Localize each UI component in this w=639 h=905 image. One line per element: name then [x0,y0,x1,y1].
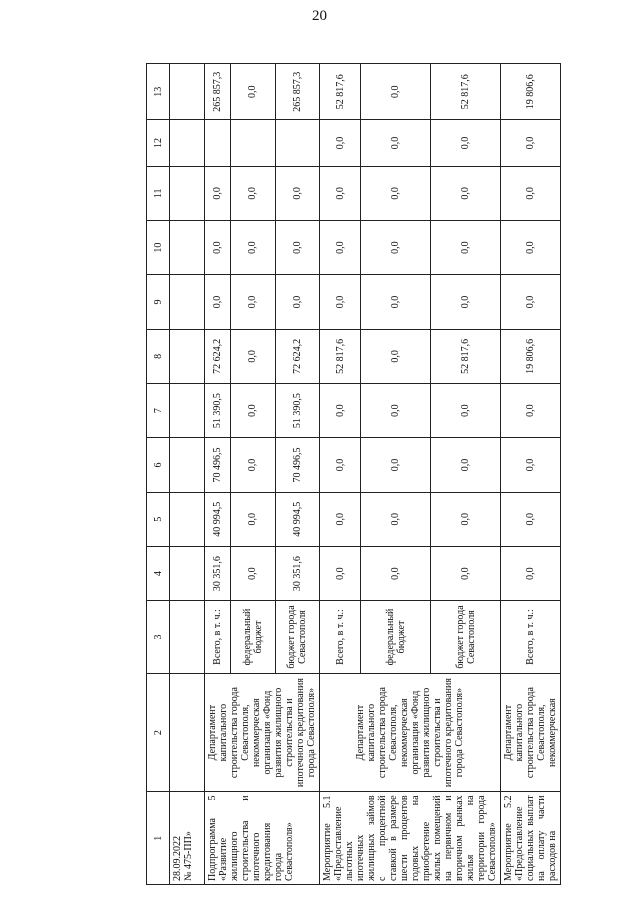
value-cell: 0,0 [501,383,561,437]
value-cell: 72 624,2 [205,329,231,383]
total-cell: 265 857,3 [275,64,319,120]
program-name: Подпрограмма 5 «Развитие жилищного строительства и ипотечного кредитования города Севастополя» [205,792,320,885]
funding-source: бюджет города Севастополя [431,601,501,673]
column-number: 12 [147,120,170,166]
value-cell: 0,0 [501,120,561,166]
value-cell: 0,0 [275,220,319,274]
value-cell: 0,0 [501,492,561,546]
value-cell: 0,0 [320,220,361,274]
value-cell: 0,0 [431,220,501,274]
empty-cell [170,546,205,600]
value-cell: 0,0 [231,383,275,437]
value-cell: 0,0 [501,220,561,274]
value-cell: 0,0 [431,166,501,220]
value-cell: 30 351,6 [275,546,319,600]
value-cell: 0,0 [275,275,319,329]
table-sheet [146,63,558,885]
value-cell: 0,0 [320,492,361,546]
empty-cell [170,383,205,437]
column-number: 10 [147,220,170,274]
value-cell: 0,0 [431,383,501,437]
value-cell: 0,0 [231,546,275,600]
rotated-table-area [146,63,558,885]
value-cell: 19 806,6 [501,329,561,383]
empty-cell [170,64,205,120]
value-cell: 51 390,5 [275,383,319,437]
value-cell [275,120,319,166]
value-cell: 52 817,6 [431,329,501,383]
value-cell: 0,0 [431,546,501,600]
value-cell: 70 496,5 [205,438,231,492]
measure-name: Мероприятие 5.1 «Предоставление льготных ипотечных жилищных займов с процентной ставкой в размере шести процентов годовых на приобретение жилых помещений на первичном и вторичном рынках жилья на территории города Севастополя» [320,792,501,885]
value-cell: 0,0 [231,438,275,492]
measure-name: Мероприятие 5.2 «Предоставление социальных выплат на оплату части расходов на [501,792,561,885]
empty-cell [170,329,205,383]
empty-cell [170,492,205,546]
budget-table [146,63,561,885]
empty-cell [170,120,205,166]
value-cell: 0,0 [361,438,431,492]
funding-source: Всего, в т. ч.: [205,601,231,673]
column-number: 11 [147,166,170,220]
doc-ref-row [170,64,205,885]
value-cell: 0,0 [361,546,431,600]
column-number: 7 [147,383,170,437]
total-cell: 52 817,6 [431,64,501,120]
column-number-row [147,64,170,885]
value-cell: 40 994,5 [275,492,319,546]
value-cell: 0,0 [431,275,501,329]
value-cell: 0,0 [361,220,431,274]
column-number: 9 [147,275,170,329]
value-cell: 0,0 [501,275,561,329]
value-cell: 0,0 [320,546,361,600]
value-cell: 0,0 [205,220,231,274]
doc-ref-cell: 28.09.2022 № 475-ПП» [170,792,205,885]
value-cell: 0,0 [501,438,561,492]
empty-cell [170,275,205,329]
value-cell: 0,0 [205,166,231,220]
value-cell: 0,0 [361,166,431,220]
value-cell: 0,0 [431,492,501,546]
value-cell: 0,0 [501,166,561,220]
value-cell: 0,0 [231,166,275,220]
value-cell: 0,0 [231,329,275,383]
value-cell: 0,0 [361,383,431,437]
column-number: 3 [147,601,170,673]
total-cell: 52 817,6 [320,64,361,120]
column-number: 5 [147,492,170,546]
value-cell: 0,0 [320,383,361,437]
value-cell: 0,0 [231,275,275,329]
responsible-executor: Департамент капитального строительства города Севастополя, некоммерческая [501,673,561,792]
empty-cell [170,438,205,492]
page-number: 20 [312,8,327,24]
funding-source: бюджет города Севастополя [275,601,319,673]
value-cell: 0,0 [320,438,361,492]
value-cell: 0,0 [431,438,501,492]
empty-cell [170,601,205,673]
total-cell: 0,0 [361,64,431,120]
column-number: 13 [147,64,170,120]
total-cell: 0,0 [231,64,275,120]
value-cell: 40 994,5 [205,492,231,546]
value-cell: 0,0 [205,275,231,329]
column-number: 1 [147,792,170,885]
column-number: 2 [147,673,170,792]
funding-source: Всего, в т. ч.: [320,601,361,673]
value-cell [205,120,231,166]
table-row [501,64,561,885]
funding-source: Всего, в т. ч.: [501,601,561,673]
value-cell: 30 351,6 [205,546,231,600]
value-cell: 0,0 [431,120,501,166]
value-cell: 0,0 [320,166,361,220]
value-cell: 0,0 [361,492,431,546]
value-cell: 52 817,6 [320,329,361,383]
value-cell: 70 496,5 [275,438,319,492]
value-cell: 0,0 [231,220,275,274]
column-number: 8 [147,329,170,383]
value-cell: 51 390,5 [205,383,231,437]
value-cell: 0,0 [361,275,431,329]
value-cell: 0,0 [320,120,361,166]
total-cell: 19 806,6 [501,64,561,120]
funding-source: федеральный бюджет [361,601,431,673]
value-cell: 0,0 [361,120,431,166]
value-cell: 0,0 [320,275,361,329]
value-cell: 0,0 [501,546,561,600]
empty-cell [170,220,205,274]
empty-cell [170,166,205,220]
value-cell: 0,0 [361,329,431,383]
column-number: 4 [147,546,170,600]
table-row [205,64,231,885]
value-cell [231,120,275,166]
value-cell: 0,0 [231,492,275,546]
responsible-executor: Департамент капитального строительства города Севастополя, некоммерческая организация «Фонд развития жилищного строительства и ипотечного кредитования города Севастополя» [205,673,320,792]
table-row [320,64,361,885]
total-cell: 265 857,3 [205,64,231,120]
value-cell: 72 624,2 [275,329,319,383]
value-cell: 0,0 [275,166,319,220]
responsible-executor: Департамент капитального строительства города Севастополя, некоммерческая организация «Фонд развития жилищного строительства и ипотечного кредитования города Севастополя» [320,673,501,792]
funding-source: федеральный бюджет [231,601,275,673]
empty-cell [170,673,205,792]
column-number: 6 [147,438,170,492]
